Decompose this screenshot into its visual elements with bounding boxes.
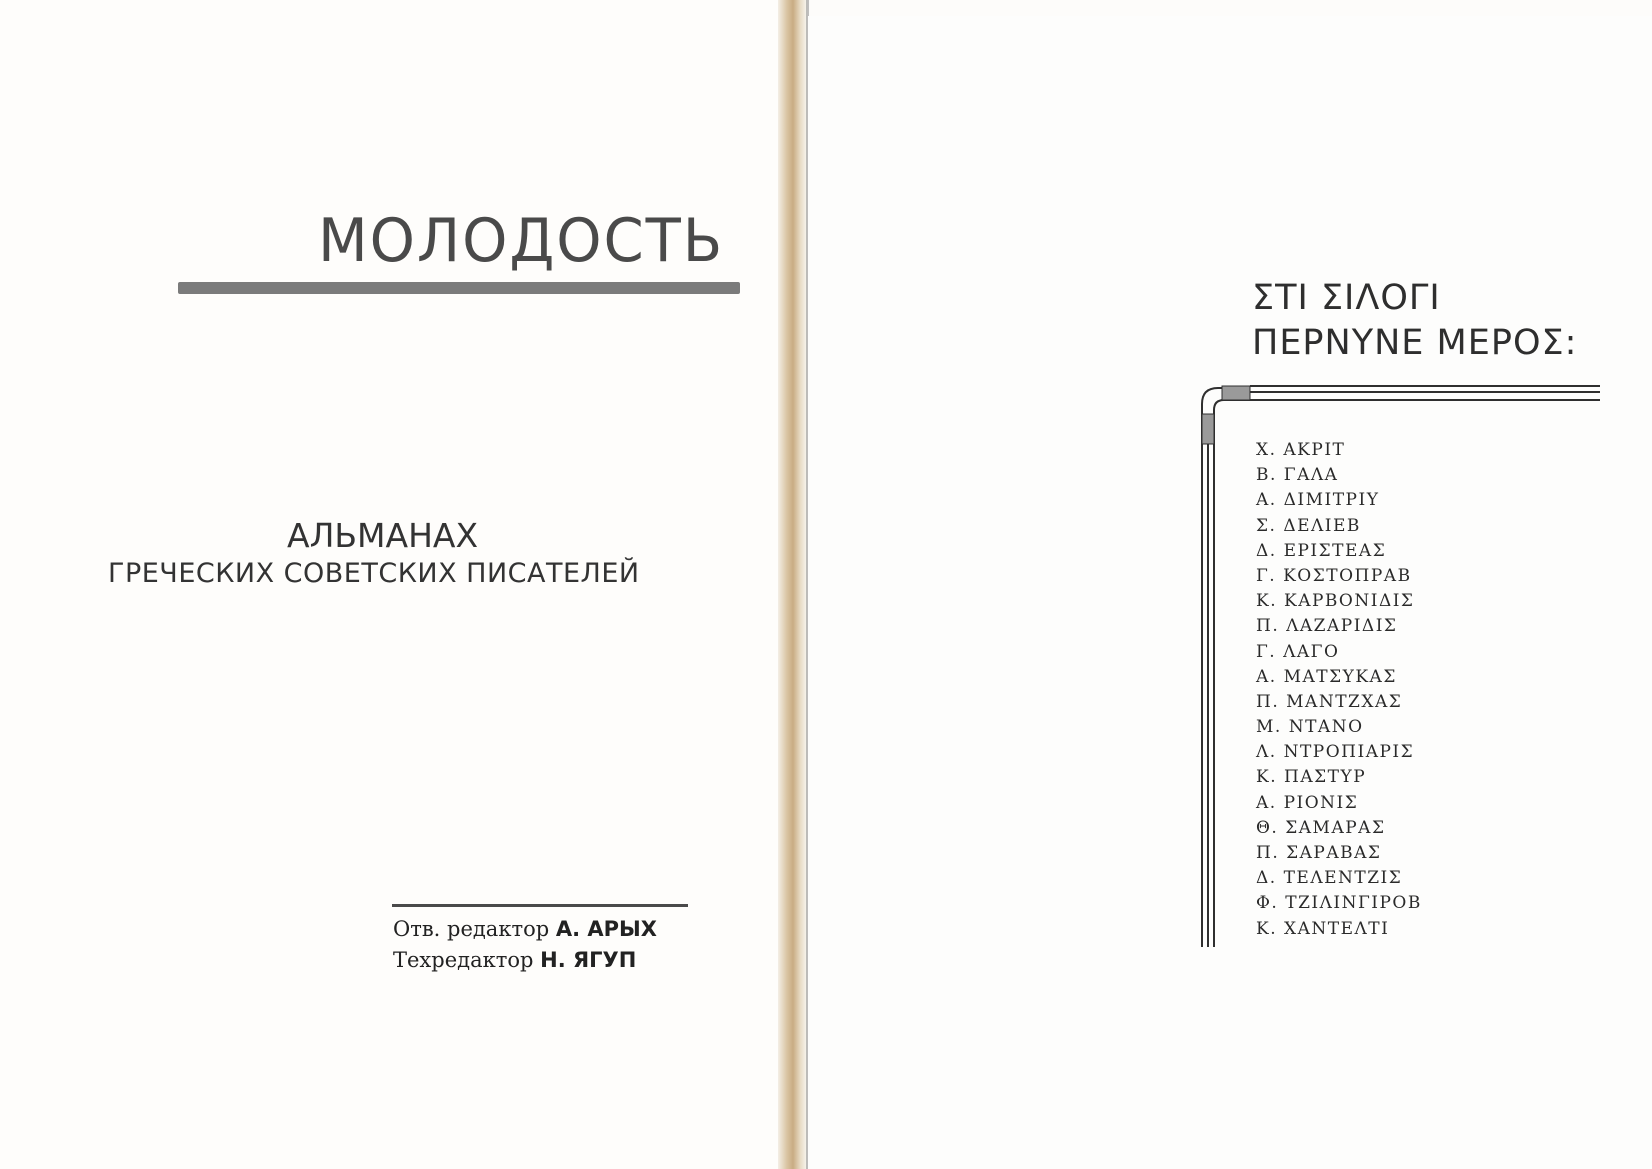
contributors-heading	[1252, 276, 1577, 366]
subtitle-almanac: АЛЬМАНАХ	[287, 516, 479, 555]
credit-editor	[393, 914, 657, 945]
book-title: МОЛОДОСТЬ	[318, 206, 725, 276]
contributor-name: Μ. ΝΤΑΝΟ	[1256, 717, 1364, 738]
contributor-name: Χ. ΑΚΡΙΤ	[1256, 440, 1346, 460]
contributor-name: Π. ΣΑΡΑΒΑΣ	[1256, 843, 1382, 863]
contributor-name: Κ. ΠΑΣΤΥΡ	[1256, 767, 1367, 788]
contributor-name: Γ. ΛΑΓΟ	[1256, 641, 1340, 662]
contributors-heading-line1: ΣΤΙ ΣΙΛΟΓΙ	[1252, 278, 1441, 318]
contributor-name: Δ. ΕΡΙΣΤΕΑΣ	[1256, 540, 1387, 561]
title-underline	[178, 282, 740, 294]
contributor-name: Λ. ΝΤΡΟΠΙΑΡΙΣ	[1256, 742, 1415, 763]
right-page	[808, 16, 1652, 1169]
contributor-name: Φ. ΤΖΙΛΙΝΓΙΡΟΒ	[1256, 893, 1422, 914]
contributor-name: Σ. ΔΕΛΙΕΒ	[1256, 515, 1361, 536]
credit-tech-editor-role: Техредактор	[393, 948, 534, 972]
contributor-name: Κ. ΧΑΝΤΕΛΤΙ	[1256, 918, 1390, 939]
credit-tech-editor-name: Н. ЯГУП	[540, 948, 637, 972]
contributor-name: Γ. ΚΟΣΤΟΠΡΑΒ	[1256, 565, 1412, 586]
credit-tech-editor	[393, 945, 657, 976]
subtitle-writers: ГРЕЧЕСКИХ СОВЕТСКИХ ПИСАТЕЛЕЙ	[108, 558, 640, 589]
contributors-heading-line2: ΠΕΡΝΥΝΕ ΜΕΡΟΣ:	[1252, 323, 1578, 363]
contributor-name: Κ. ΚΑΡΒΟΝΙΔΙΣ	[1256, 591, 1415, 612]
contributor-name: Α. ΔΙΜΙΤΡΙΥ	[1256, 490, 1380, 511]
credit-editor-name: А. АРЫХ	[555, 917, 657, 941]
contributors-list	[1256, 438, 1422, 942]
credits-rule	[392, 904, 688, 907]
contributor-name: Α. ΡΙΟΝΙΣ	[1256, 792, 1359, 813]
contributor-name: Π. ΛΑΖΑΡΙΔΙΣ	[1256, 616, 1398, 637]
contributor-name: Θ. ΣΑΜΑΡΑΣ	[1256, 817, 1386, 838]
credit-editor-role: Отв. редактор	[393, 917, 550, 941]
credits-block	[393, 914, 657, 976]
book-spine	[778, 0, 808, 1169]
contributor-name: Π. ΜΑΝΤΖΧΑΣ	[1256, 691, 1403, 712]
contributor-name: Δ. ΤΕΛΕΝΤΖΙΣ	[1256, 868, 1403, 889]
contributor-name: Β. ΓΑΛΑ	[1256, 465, 1339, 486]
contributor-name: Α. ΜΑΤΣΥΚΑΣ	[1256, 666, 1397, 687]
